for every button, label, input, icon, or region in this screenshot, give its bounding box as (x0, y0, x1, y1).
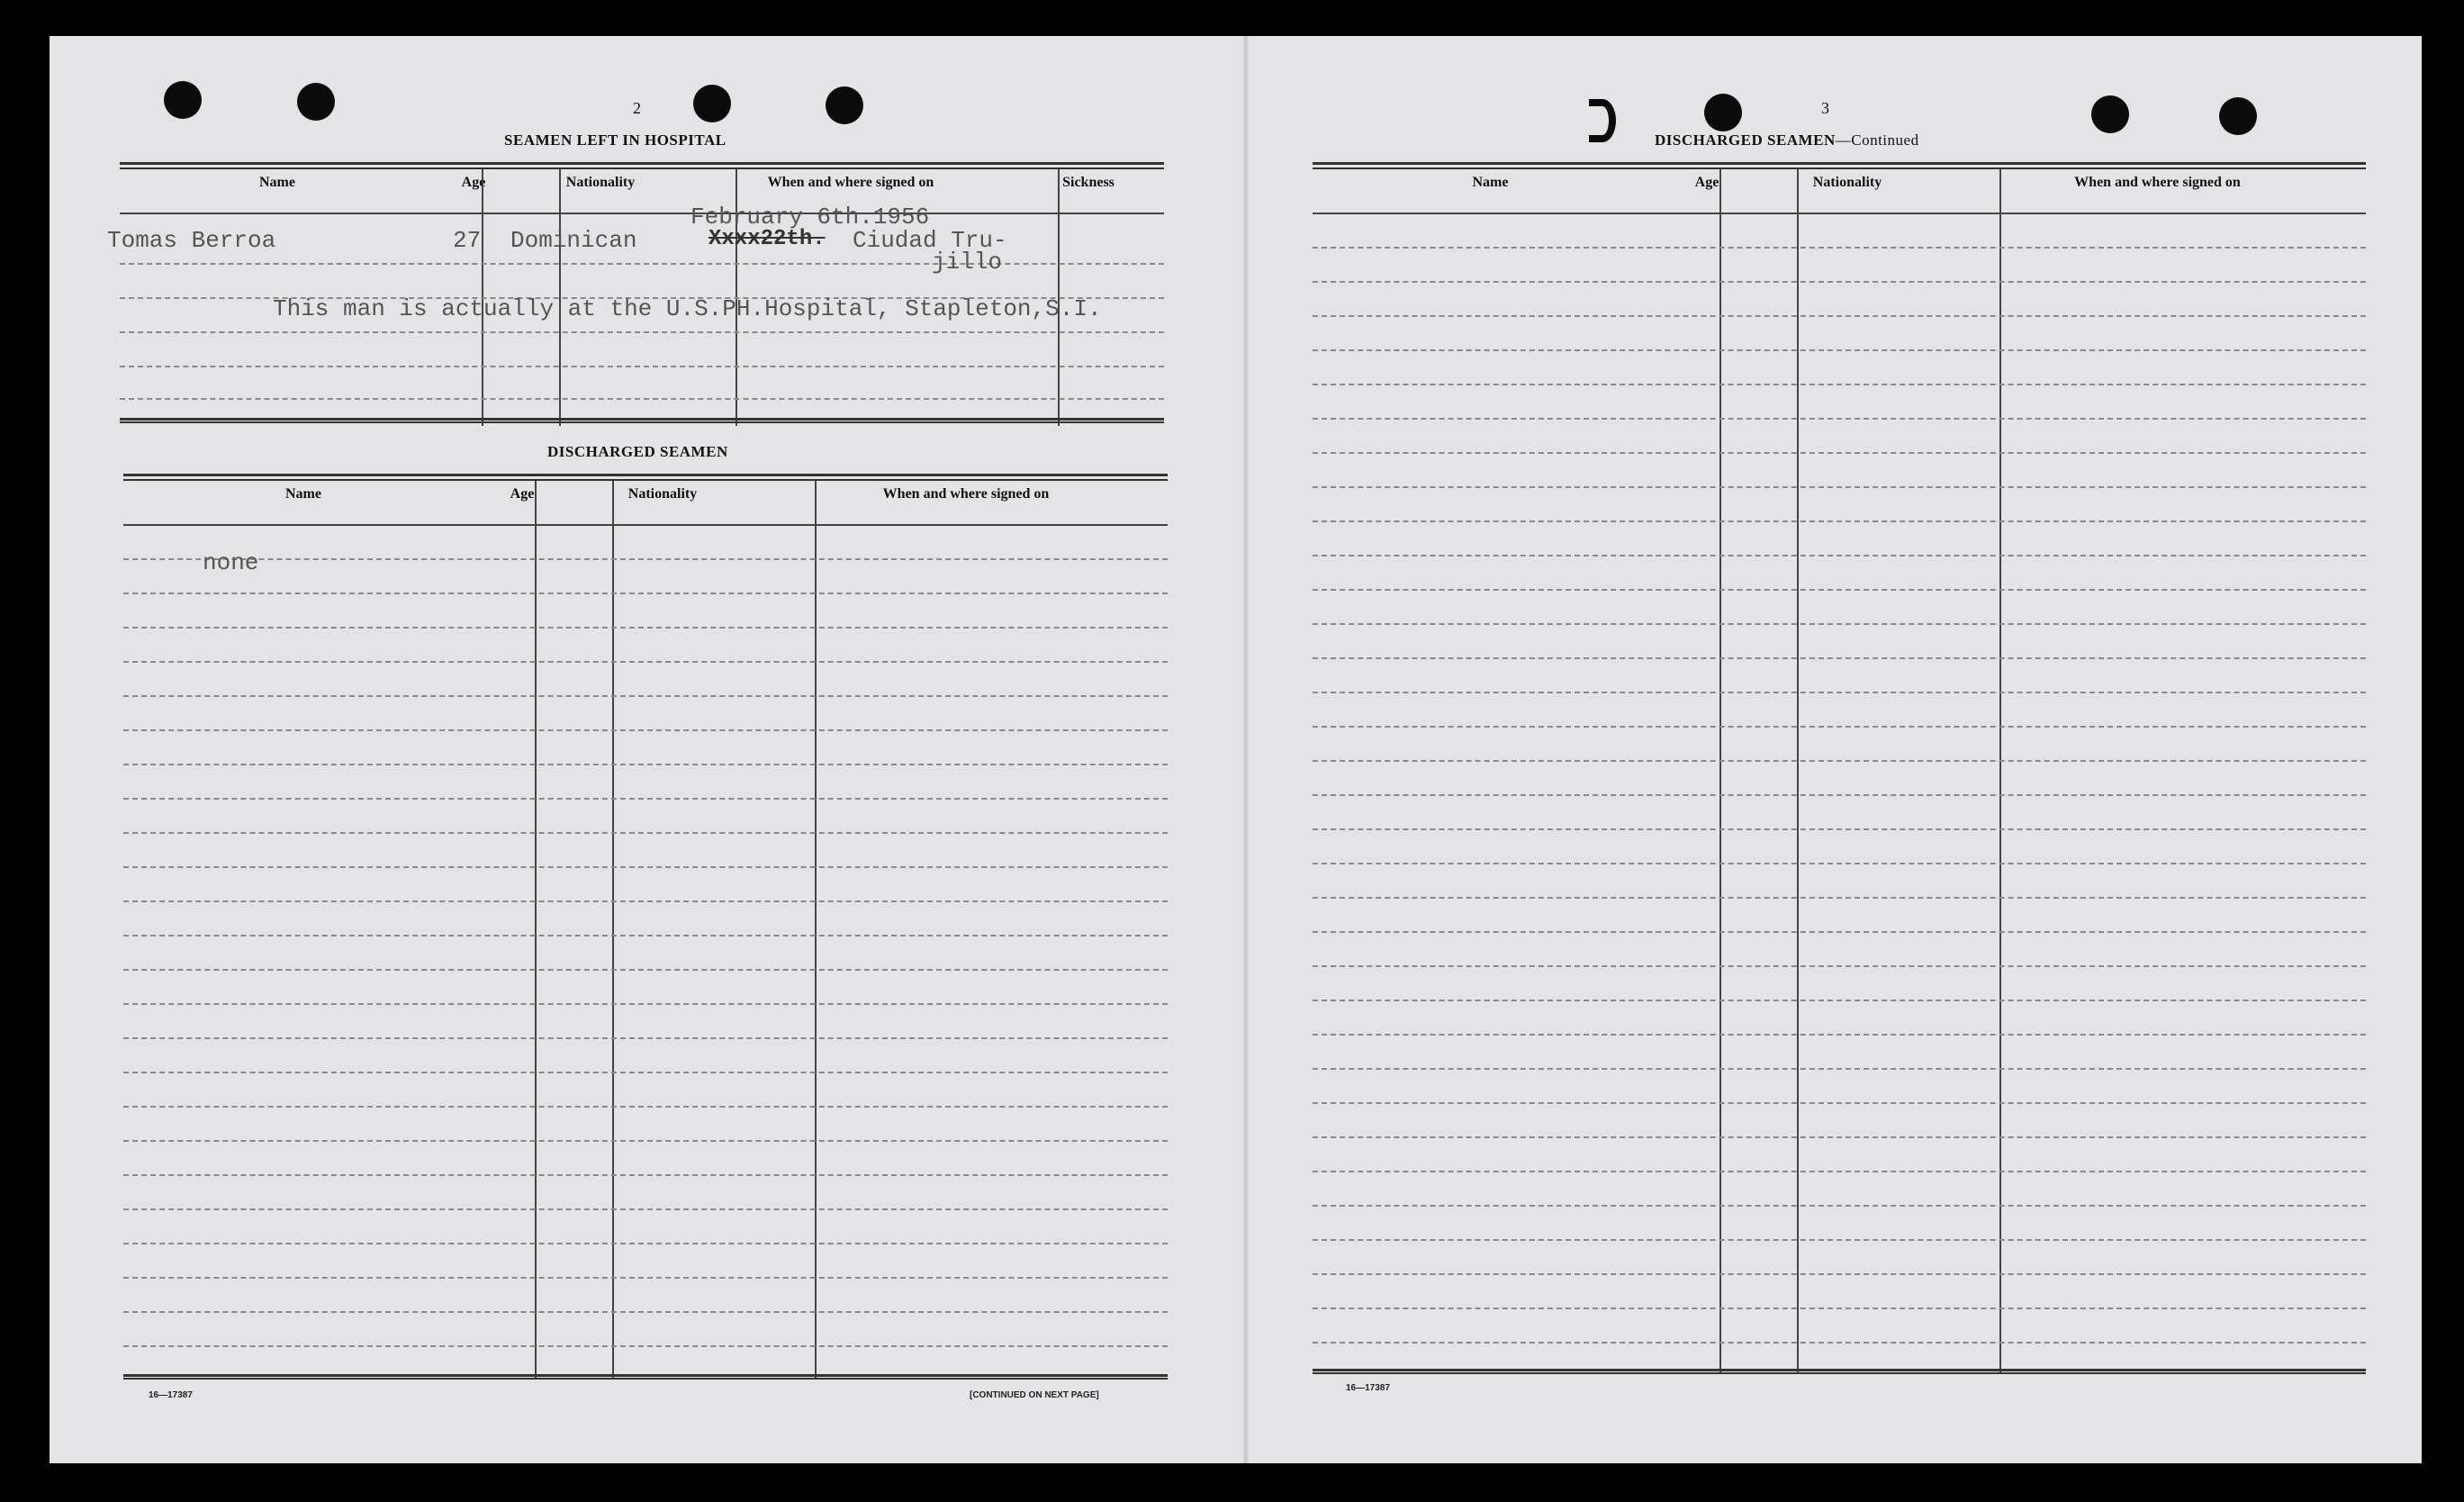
document-sheet (50, 36, 2422, 1463)
column-header-name: Name (285, 486, 321, 502)
punch-hole (164, 81, 202, 119)
page-number: 3 (1821, 99, 1829, 117)
punch-hole (1704, 94, 1742, 131)
page-fold (1243, 36, 1249, 1463)
column-header-nationality: Nationality (1812, 175, 1882, 190)
column-header-signed-on: When and where signed on (882, 486, 1050, 502)
hospital-entry-signed-date: February 6th.1956 (690, 204, 930, 231)
discharged-continued-title-main: DISCHARGED SEAMEN (1655, 131, 1836, 149)
form-number: 16—17387 (1346, 1383, 1390, 1393)
column-header-age: Age (510, 486, 535, 502)
discharged-section-title: DISCHARGED SEAMEN (547, 443, 728, 460)
hospital-entry-age: 27 (453, 227, 482, 254)
discharged-entry-none: none (203, 549, 259, 576)
discharged-continued-table (1313, 162, 2366, 1414)
continued-note: [CONTINUED ON NEXT PAGE] (970, 1390, 1099, 1400)
page-number: 2 (633, 99, 641, 117)
column-header-age: Age (1694, 175, 1719, 190)
discharged-continued-title (1655, 131, 1919, 149)
hospital-entry-name: Tomas Berroa (107, 227, 276, 254)
column-header-nationality: Nationality (565, 175, 636, 190)
form-number: 16—17387 (149, 1390, 193, 1400)
discharged-continued-title-suffix: —Continued (1835, 131, 1919, 149)
hospital-entry-signed-place-cont: jillo (932, 249, 1003, 276)
column-header-sickness: Sickness (1062, 175, 1115, 190)
punch-hole (1589, 99, 1616, 142)
hospital-entry-nationality: Dominican (510, 227, 637, 254)
column-header-signed-on: When and where signed on (2074, 175, 2241, 190)
column-header-signed-on: When and where signed on (767, 175, 934, 190)
column-header-name: Name (1472, 175, 1509, 190)
column-header-name: Name (259, 175, 295, 190)
punch-hole (826, 86, 863, 124)
discharged-table (123, 474, 1168, 1428)
hospital-note: This man is actually at the U.S.PH.Hospital, Stapleton,S.I. (273, 295, 1102, 322)
punch-hole (297, 83, 335, 121)
hospital-entry-struck-date: Xxxx22th. (709, 227, 826, 251)
punch-hole (693, 85, 731, 122)
column-header-nationality: Nationality (627, 486, 698, 502)
punch-hole (2219, 97, 2257, 135)
punch-hole (2091, 95, 2129, 133)
hospital-section-title: SEAMEN LEFT IN HOSPITAL (504, 131, 727, 149)
hospital-entry-signed-place: Ciudad Tru- (853, 227, 1007, 254)
column-header-age: Age (461, 175, 486, 190)
